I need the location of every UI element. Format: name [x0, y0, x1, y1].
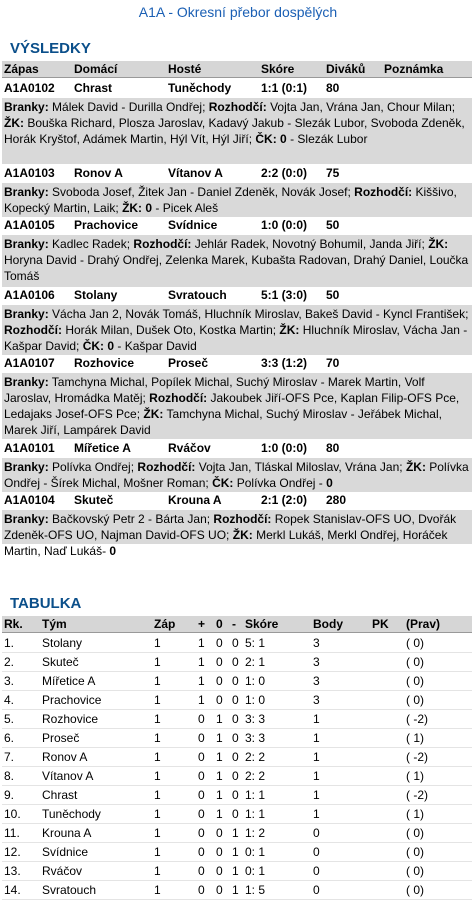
points: 1	[313, 731, 320, 745]
rank: 10.	[4, 807, 21, 821]
prav: ( -2)	[406, 750, 428, 764]
wins: 1	[198, 674, 205, 688]
header-draws: 0	[216, 617, 223, 631]
played: 1	[154, 826, 161, 840]
losses: 0	[232, 636, 239, 650]
points: 1	[313, 807, 320, 821]
home-team: Stolany	[74, 288, 118, 302]
attendance: 280	[326, 493, 347, 507]
played: 1	[154, 712, 161, 726]
points: 0	[313, 883, 320, 897]
points: 0	[313, 845, 320, 859]
played: 1	[154, 864, 161, 878]
team-name: Svratouch	[42, 883, 97, 897]
header-hoste: Hosté	[168, 62, 202, 76]
score: 3:3 (1:2)	[261, 356, 308, 370]
table-row	[2, 843, 472, 862]
score: 1:0 (0:0)	[261, 441, 308, 455]
wins: 1	[198, 636, 205, 650]
played: 1	[154, 845, 161, 859]
draws: 0	[216, 826, 223, 840]
match-details: Branky: Polívka Ondřej; Rozhodčí: Vojta Jan, Tláskal Miloslav, Vrána Jan; ŽK: Polívka Ondřej - Šírek Michal, Mošner Roman; ČK: Polívka Ondřej - 0	[2, 458, 472, 492]
match-details: Branky: Tamchyna Michal, Popílek Michal, Suchý Miroslav - Marek Martin, Volf Jaroslav, Hromádka Matěj; Rozhodčí: Jakoubek Jiří-OFS Pce, Kaplan Filip-OFS Pce, Ledajaks Josef-OFS Pce; ŽK: Tamchyna Michal, Suchý Miroslav - Jeřábek Michal, Marek Jiří, Lampárek David	[2, 373, 472, 439]
losses: 0	[232, 693, 239, 707]
score: 5: 1	[245, 636, 266, 650]
wins: 0	[198, 883, 205, 897]
rank: 5.	[4, 712, 15, 726]
home-team: Mířetice A	[74, 441, 131, 455]
rank: 14.	[4, 883, 21, 897]
header-zapas: Zápas	[4, 62, 39, 76]
prav: ( 1)	[406, 731, 424, 745]
away-team: Vítanov A	[168, 166, 223, 180]
points: 1	[313, 788, 320, 802]
match-details: Branky: Vácha Jan 2, Novák Tomáš, Hluchník Miroslav, Bakeš David - Kyncl František; Rozhodčí: Horák Milan, Dušek Oto, Kostka Martin; ŽK: Hluchník Miroslav, Vácha Jan - Kašpar David; ČK: 0 - Kašpar David	[2, 305, 472, 355]
match-row	[2, 165, 472, 183]
wins: 0	[198, 750, 205, 764]
score: 1: 5	[245, 883, 266, 897]
match-id: A1A0102	[4, 81, 55, 95]
rank: 4.	[4, 693, 15, 707]
score: 1:1 (0:1)	[261, 81, 308, 95]
home-team: Prachovice	[74, 218, 139, 232]
losses: 0	[232, 750, 239, 764]
match-row	[2, 492, 472, 510]
match-row	[2, 287, 472, 305]
points: 0	[313, 826, 320, 840]
table-header-row	[2, 616, 472, 633]
prav: ( 0)	[406, 655, 424, 669]
score: 2: 2	[245, 769, 266, 783]
prav: ( 1)	[406, 769, 424, 783]
rank: 9.	[4, 788, 15, 802]
losses: 0	[232, 655, 239, 669]
prav: ( -2)	[406, 712, 428, 726]
team-name: Svídnice	[42, 845, 89, 859]
attendance: 75	[326, 166, 340, 180]
header-domaci: Domácí	[74, 62, 118, 76]
home-team: Ronov A	[74, 166, 123, 180]
wins: 0	[198, 864, 205, 878]
table-section-title: TABULKA	[10, 595, 82, 612]
team-name: Prachovice	[42, 693, 102, 707]
played: 1	[154, 693, 161, 707]
score: 1: 1	[245, 807, 266, 821]
team-name: Rváčov	[42, 864, 83, 878]
match-row	[2, 80, 472, 98]
header-rk: Rk.	[4, 617, 23, 631]
losses: 1	[232, 864, 239, 878]
prav: ( 0)	[406, 883, 424, 897]
draws: 1	[216, 731, 223, 745]
table-row	[2, 767, 472, 786]
match-row	[2, 355, 472, 373]
points: 1	[313, 750, 320, 764]
losses: 1	[232, 845, 239, 859]
table-row	[2, 805, 472, 824]
draws: 0	[216, 636, 223, 650]
team-name: Tuněchody	[42, 807, 101, 821]
team-name: Stolany	[42, 636, 83, 650]
match-details: Branky: Svoboda Josef, Žitek Jan - Daniel Zdeněk, Novák Josef; Rozhodčí: Kiššivo, Kopecký Martin, Laik; ŽK: 0 - Picek Aleš	[2, 183, 472, 217]
draws: 1	[216, 750, 223, 764]
match-details: Branky: Bačkovský Petr 2 - Bárta Jan; Rozhodčí: Ropek Stanislav-OFS UO, Dvořák Zdeněk-OFS UO, Najman David-OFS UO; ŽK: Merkl Lukáš, Merkl Ondřej, Horáček Martin, Naď Lukáš- 0	[2, 510, 472, 544]
header-body: Body	[313, 617, 343, 631]
points: 3	[313, 636, 320, 650]
points: 3	[313, 693, 320, 707]
score: 2: 1	[245, 655, 266, 669]
away-team: Svratouch	[168, 288, 227, 302]
header-wins: +	[198, 617, 206, 631]
score: 2:2 (0:0)	[261, 166, 308, 180]
header-skore: Skóre	[261, 62, 295, 76]
losses: 0	[232, 712, 239, 726]
table-row	[2, 634, 472, 653]
score: 0: 1	[245, 845, 266, 859]
match-row	[2, 440, 472, 458]
table-row	[2, 824, 472, 843]
team-name: Rozhovice	[42, 712, 99, 726]
wins: 0	[198, 769, 205, 783]
draws: 0	[216, 883, 223, 897]
draws: 0	[216, 693, 223, 707]
score: 5:1 (3:0)	[261, 288, 308, 302]
played: 1	[154, 731, 161, 745]
team-name: Chrast	[42, 788, 78, 802]
draws: 1	[216, 712, 223, 726]
points: 0	[313, 864, 320, 878]
points: 3	[313, 655, 320, 669]
wins: 0	[198, 807, 205, 821]
wins: 0	[198, 712, 205, 726]
wins: 0	[198, 788, 205, 802]
prav: ( 0)	[406, 674, 424, 688]
losses: 0	[232, 788, 239, 802]
score: 3: 3	[245, 712, 266, 726]
team-name: Vítanov A	[42, 769, 94, 783]
team-name: Ronov A	[42, 750, 88, 764]
points: 1	[313, 712, 320, 726]
score: 1: 1	[245, 788, 266, 802]
draws: 1	[216, 769, 223, 783]
attendance: 70	[326, 356, 340, 370]
rank: 3.	[4, 674, 15, 688]
header-pk: PK	[372, 617, 389, 631]
score: 1: 2	[245, 826, 266, 840]
match-id: A1A0106	[4, 288, 55, 302]
losses: 1	[232, 826, 239, 840]
losses: 1	[232, 883, 239, 897]
attendance: 80	[326, 81, 340, 95]
header-prav: (Prav)	[406, 617, 441, 631]
header-losses: -	[232, 617, 236, 631]
draws: 0	[216, 674, 223, 688]
table-row	[2, 748, 472, 767]
prav: ( 0)	[406, 845, 424, 859]
played: 1	[154, 636, 161, 650]
match-id: A1A0105	[4, 218, 55, 232]
rank: 2.	[4, 655, 15, 669]
score: 0: 1	[245, 864, 266, 878]
played: 1	[154, 769, 161, 783]
table-row	[2, 710, 472, 729]
played: 1	[154, 655, 161, 669]
rank: 6.	[4, 731, 15, 745]
team-name: Proseč	[42, 731, 80, 745]
table-row	[2, 691, 472, 710]
draws: 0	[216, 864, 223, 878]
header-skore: Skóre	[245, 617, 279, 631]
played: 1	[154, 674, 161, 688]
attendance: 50	[326, 218, 340, 232]
points: 3	[313, 674, 320, 688]
prav: ( 0)	[406, 864, 424, 878]
draws: 1	[216, 807, 223, 821]
rank: 11.	[4, 826, 20, 840]
match-row	[2, 217, 472, 235]
away-team: Svídnice	[168, 218, 218, 232]
prav: ( 0)	[406, 693, 424, 707]
score: 1: 0	[245, 674, 266, 688]
played: 1	[154, 750, 161, 764]
header-tym: Tým	[42, 617, 67, 631]
score: 1: 0	[245, 693, 266, 707]
team-name: Skuteč	[42, 655, 79, 669]
played: 1	[154, 883, 161, 897]
page-title: A1A - Okresní přebor dospělých	[138, 4, 338, 20]
table-row	[2, 729, 472, 748]
played: 1	[154, 807, 161, 821]
home-team: Chrast	[74, 81, 113, 95]
header-poznamka: Poznámka	[384, 62, 444, 76]
home-team: Rozhovice	[74, 356, 135, 370]
prav: ( -2)	[406, 788, 428, 802]
wins: 0	[198, 826, 205, 840]
draws: 0	[216, 845, 223, 859]
results-section-title: VÝSLEDKY	[10, 40, 91, 57]
table-row	[2, 881, 472, 900]
team-name: Mířetice A	[42, 674, 96, 688]
away-team: Tuněchody	[168, 81, 232, 95]
away-team: Krouna A	[168, 493, 222, 507]
prav: ( 0)	[406, 826, 424, 840]
rank: 1.	[4, 636, 15, 650]
score: 2: 2	[245, 750, 266, 764]
losses: 0	[232, 674, 239, 688]
score: 3: 3	[245, 731, 266, 745]
match-id: A1A0103	[4, 166, 55, 180]
match-id: A1A0101	[4, 441, 55, 455]
losses: 0	[232, 807, 239, 821]
points: 1	[313, 769, 320, 783]
match-id: A1A0104	[4, 493, 55, 507]
header-zap: Záp	[154, 617, 176, 631]
table-row	[2, 653, 472, 672]
wins: 1	[198, 693, 205, 707]
rank: 8.	[4, 769, 15, 783]
attendance: 80	[326, 441, 340, 455]
played: 1	[154, 788, 161, 802]
table-row	[2, 672, 472, 691]
prav: ( 0)	[406, 636, 424, 650]
results-header-row	[2, 61, 472, 78]
rank: 12.	[4, 845, 21, 859]
match-details: Branky: Kadlec Radek; Rozhodčí: Jehlár Radek, Novotný Bohumil, Janda Jiří; ŽK: Horyna David - Drahý Ondřej, Zelenka Marek, Kubašta Radovan, Drahý Daniel, Loučka Tomáš	[2, 235, 472, 287]
rank: 7.	[4, 750, 15, 764]
match-details: Branky: Málek David - Durilla Ondřej; Rozhodčí: Vojta Jan, Vrána Jan, Chour Milan; ŽK: Bouška Richard, Plosza Jaroslav, Kadavý Jakub - Slezák Lubor, Svoboda Zdeněk, Horák Kryštof, Adámek Martin, Hýl Vít, Hýl Jiří; ČK: 0 - Slezák Lubor	[2, 98, 472, 164]
away-team: Proseč	[168, 356, 209, 370]
wins: 1	[198, 655, 205, 669]
home-team: Skuteč	[74, 493, 114, 507]
table-row	[2, 862, 472, 881]
draws: 0	[216, 655, 223, 669]
draws: 1	[216, 788, 223, 802]
match-id: A1A0107	[4, 356, 55, 370]
wins: 0	[198, 731, 205, 745]
away-team: Rváčov	[168, 441, 211, 455]
table-row	[2, 786, 472, 805]
losses: 0	[232, 769, 239, 783]
score: 2:1 (2:0)	[261, 493, 308, 507]
wins: 0	[198, 845, 205, 859]
header-divaku: Diváků	[326, 62, 366, 76]
losses: 0	[232, 731, 239, 745]
team-name: Krouna A	[42, 826, 92, 840]
rank: 13.	[4, 864, 21, 878]
score: 1:0 (0:0)	[261, 218, 308, 232]
prav: ( 1)	[406, 807, 424, 821]
attendance: 50	[326, 288, 340, 302]
